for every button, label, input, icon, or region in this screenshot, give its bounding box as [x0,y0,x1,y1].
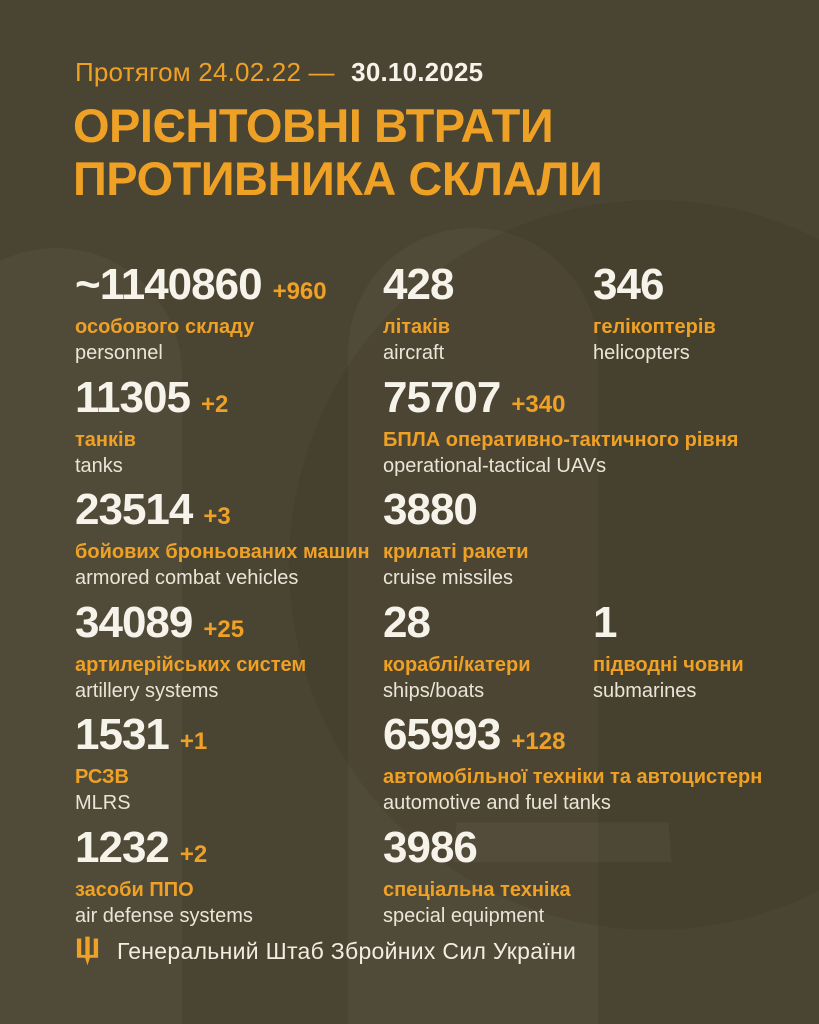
stat-label-uk: кораблі/катери [383,654,531,677]
stat-submarines [593,600,744,704]
stat-value: 3986 [383,823,477,872]
stat-personnel [75,262,327,366]
stat-tanks [75,375,228,479]
stat-value: 428 [383,260,454,309]
stat-label-uk: крилаті ракети [383,541,529,564]
stat-label-en: automotive and fuel tanks [383,791,611,814]
stat-delta: +128 [511,728,566,755]
stat-value: 1 [593,598,617,647]
period-prefix: Протягом 24.02.22 — [75,57,335,87]
stat-label-uk: бойових броньованих машин [75,541,370,564]
stat-label-en: armored combat vehicles [75,566,299,589]
stat-label-en: MLRS [75,791,131,814]
stat-label-uk: літаків [383,316,451,339]
page-title [73,99,602,205]
stat-value: 1232 [75,823,169,872]
stat-label-en: air defense systems [75,904,253,927]
stat-delta: +1 [179,728,208,755]
stat-value: 346 [593,260,664,309]
report-period [75,57,483,88]
stat-value: 1531 [75,710,169,759]
stat-delta: +25 [203,616,245,643]
stat-label-en: ships/boats [383,679,485,702]
stat-label-en: operational-tactical UAVs [383,454,607,477]
stat-label-en: artillery systems [75,679,219,702]
stat-label-en: helicopters [593,341,690,364]
stat-label-uk: автомобільної техніки та автоцистерн [383,766,763,789]
stat-label-en: cruise missiles [383,566,514,589]
stat-label-uk: підводні човни [593,654,744,677]
stat-value: 28 [383,598,430,647]
stat-uavs [383,375,738,479]
stat-label-en: submarines [593,679,697,702]
stat-value: ~1140860 [75,260,262,309]
stat-label-en: special equipment [383,904,545,927]
stat-label-en: tanks [75,454,123,477]
stat-label-uk: танків [75,429,136,452]
stat-ships [383,600,531,704]
stat-label-uk: гелікоптерів [593,316,716,339]
stat-label-en: aircraft [383,341,445,364]
stat-mlrs [75,712,207,816]
stat-armored-vehicles [75,487,370,591]
footer [75,936,576,966]
stat-delta: +340 [511,391,566,418]
stat-value: 23514 [75,485,193,534]
stat-label-uk: засоби ППО [75,879,194,902]
stat-cruise-missiles [383,487,529,591]
stat-value: 65993 [383,710,501,759]
stat-value: 3880 [383,485,477,534]
stat-delta: +960 [272,278,327,305]
stat-air-defense [75,825,253,929]
trident-icon [75,936,100,966]
page-title-line2: ПРОТИВНИКА СКЛАЛИ [73,152,603,206]
stat-label-uk: артилерійських систем [75,654,307,677]
stat-special-equipment [383,825,571,929]
stat-delta: +2 [179,841,208,868]
stat-delta: +2 [200,391,229,418]
stat-value: 34089 [75,598,193,647]
stat-delta: +3 [203,503,231,530]
period-end-date: 30.10.2025 [351,57,484,87]
stat-value: 75707 [383,373,501,422]
stat-aircraft [383,262,453,366]
stat-value: 11305 [75,373,190,422]
stat-helicopters [593,262,716,366]
stat-artillery [75,600,306,704]
stat-label-uk: БПЛА оперативно-тактичного рівня [383,429,739,452]
stat-label-uk: особового складу [75,316,255,339]
stat-automotive [383,712,762,816]
stat-label-uk: РСЗВ [75,766,129,789]
footer-text: Генеральний Штаб Збройних Сил України [117,937,577,964]
stat-label-en: personnel [75,341,163,364]
page-title-line1: ОРІЄНТОВНІ ВТРАТИ [73,99,554,152]
stat-label-uk: спеціальна техніка [383,879,571,902]
